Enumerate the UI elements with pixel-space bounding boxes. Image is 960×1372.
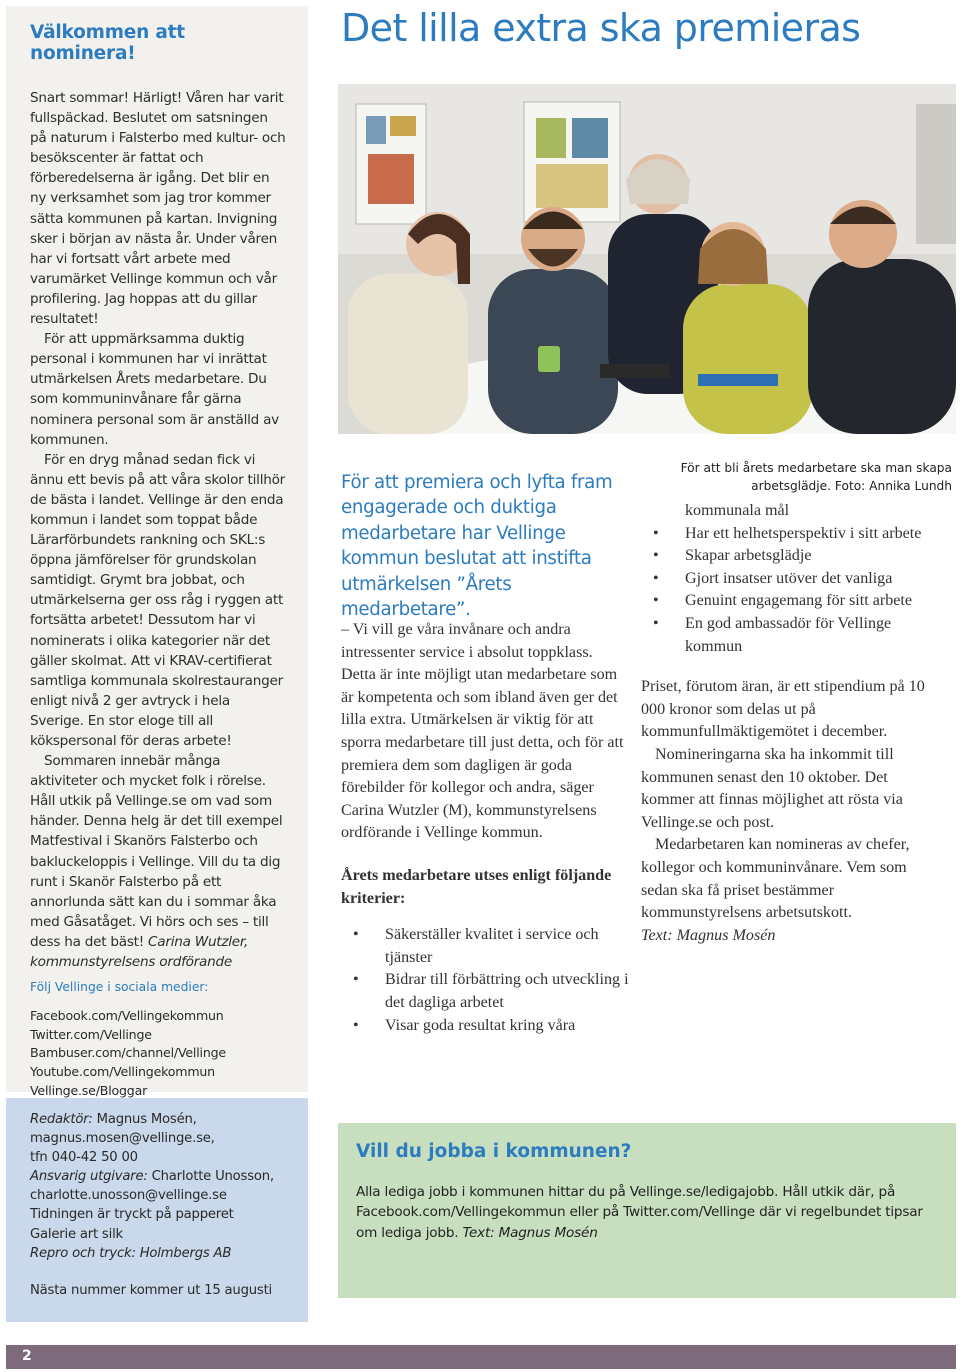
nomination-paragraph: Nomineringarna ska ha inkommit till kommunen senast den 10 oktober. Det kommer att finnas möjlighet att rösta via Vellinge.se och post. [641,745,903,831]
page-footer [6,1345,956,1369]
criteria-item: • Genuint engagemang för sitt arbete [641,590,941,613]
jobs-text-block [356,1182,936,1243]
criteria-list [341,924,631,1037]
criteria-item: • Säkerställer kvalitet i service och tjänster [341,924,631,969]
criteria-item-continued: kommunala mål [685,502,790,519]
paper-type: Galerie art silk [30,1226,123,1242]
paper-info: Tidningen är tryckt på papperet [30,1207,234,1223]
meeting-photo-illustration [338,84,956,434]
next-issue: Nästa nummer kommer ut 15 augusti [30,1282,273,1298]
criteria-heading: Årets medarbetare utses enligt följande kriterier: [341,866,612,907]
criteria-item: • Skapar arbetsglädje [641,545,941,568]
social-heading: Följ Vellinge i sociala medier: [30,980,209,995]
print-info: Repro och tryck: Holmbergs AB [30,1245,232,1261]
editorial-paragraph: Snart sommar! Härligt! Våren har varit fullspäckad. Beslutet om satsningen på naturum i Falsterbo med kultur- och besökscenter är fattat och förberedelserna är igång. Det blir en ny verksamhet som jag tror kommer sätta kommunen på kartan. Invigning sker i början av nästa år. Under våren har vi fortsatt vårt arbete med varumärket Vellinge kommun och vår profilering. Jag hoppas att du gillar resultatet! [30,90,286,328]
article-body-right [641,500,941,947]
page-number: 2 [22,1348,32,1364]
editorial-closing: Sommaren innebär många aktiviteter och mycket folk i rörelse. Håll utkik på Vellinge.se om vad som händer. Denna helg är det till exempel Matfestival i Skanörs Falsterbo och bakluckeloppis i Vellinge. Vill du ta dig runt i Skanör Falsterbo på ett annorlunda sätt kan du i sommar åka med Gåsatåget. Vi hörs och ses – till dess ha det bäst! [30,753,283,950]
social-link-facebook[interactable]: Facebook.com/Vellingekommun [30,1008,224,1024]
article-lead: För att premiera och lyfta fram engagerade och duktiga medarbetare har Vellinge kommun beslutat att instifta utmärkelsen ”Årets medarbetare”. [341,472,613,621]
editorial-paragraph: För att uppmärksamma duktig personal i kommunen har vi inrättat utmärkelsen Årets medarbetare. Du som kommuninvånare får gärna nominera personal som är anställd av kommunen. [30,331,279,448]
criteria-list-continued [641,523,941,659]
article-headline: Det lilla extra ska premieras [341,6,861,50]
article-quote: – Vi vill ge våra invånare och andra intressenter service i absolut toppklass. Detta är inte möjligt utan medarbetare som är kompetenta och som ibland även ger det lilla extra. Utmärkelsen är viktig för att sporra medarbetare till just detta, och för att premiera dem som dagligen är goda förebilder för kollegor och andra, säger Carina Wutzler (M), kommunstyrelsens ordförande i Vellinge kommun. [341,621,624,842]
signature: Carina Wutzler, kommunstyrelsens ordförande [30,933,249,971]
article-body-middle [341,619,631,1037]
jobs-box [338,1123,956,1298]
colophon [6,1098,308,1322]
social-link-blog[interactable]: Vellinge.se/Bloggar [30,1082,148,1098]
jobs-text: Alla lediga jobb i kommunen hittar du på Vellinge.se/ledigajobb. Håll utkik där, på Facebook.com/Vellingekommun eller på Twitter.com/Vellinge där vi regelbundet tipsar om lediga jobb. [356,1184,923,1241]
sidebar-title: Välkommen att nominera! [30,22,185,64]
editorial-paragraph [30,751,286,972]
criteria-item: • Visar goda resultat kring våra [341,1015,631,1038]
editor-label: Redaktör: [30,1112,93,1127]
editorial-body [30,88,286,972]
social-link-youtube[interactable]: Youtube.com/Vellingekommun [30,1063,215,1079]
social-link-twitter[interactable]: Twitter.com/Vellinge [30,1026,152,1042]
editorial-paragraph: För en dryg månad sedan fick vi ännu ett bevis på att våra skolor tillhör de bästa i landet. Vellinge är den enda kommun i landet som toppat både Lärarförbundets rankning och SKL:s öppna jämförelser för grundskolan samtidigt. Grymt bra jobbat, och utmärkelserna ger oss råg i ryggen att fortsätta arbetet! Dessutom har vi nominerats i olika kategorier när det gäller skolmat. Att vi KRAV-certifierat samtliga kommunala skolrestauranger enligt nivå 2 ger avtryck i hela Sverige. En stor eloge till all kökspersonal för deras arbete! [30,451,285,749]
jobs-title: Vill du jobba i kommunen? [356,1141,632,1162]
photo-caption: För att bli årets medarbetare ska man skapa arbetsglädje. Foto: Annika Lundh [680,461,952,494]
jobs-credit: Text: Magnus Mosén [462,1224,598,1241]
publisher-email[interactable]: charlotte.unosson@vellinge.se [30,1188,227,1204]
criteria-item: • En god ambassadör för Vellinge kommun [641,613,941,658]
criteria-item: • Bidrar till förbättring och utveckling i det dagliga arbetet [341,969,631,1014]
editor-phone: tfn 040-42 50 00 [30,1150,138,1166]
criteria-item: • Har ett helhetsperspektiv i sitt arbete [641,523,941,546]
article-photo [338,84,956,434]
article-credit: Text: Magnus Mosén [641,926,776,944]
publisher-line [30,1167,288,1186]
social-link-bambuser[interactable]: Bambuser.com/channel/Vellinge [30,1045,226,1061]
publisher-label: Ansvarig utgivare: [30,1169,148,1185]
criteria-item: • Gjort insatser utöver det vanliga [641,568,941,591]
nominees-paragraph [641,834,941,947]
prize-paragraph: Priset, förutom äran, är ett stipendium på 10 000 kronor som delas ut på kommunfullmäktigemötet i december. [641,678,925,741]
editor-line [30,1110,288,1129]
publisher-name: Charlotte Unosson, [151,1169,274,1185]
editorial-sidebar [6,6,308,1098]
nominees-text: Medarbetaren kan nomineras av chefer, kollegor och kommuninvånare. Vem som sedan ska få priset bestämmer kommunstyrelsens arbetsutskott. [641,836,910,922]
editor-email[interactable]: magnus.mosen@vellinge.se, [30,1131,215,1147]
editor-name: Magnus Mosén, [96,1112,197,1127]
